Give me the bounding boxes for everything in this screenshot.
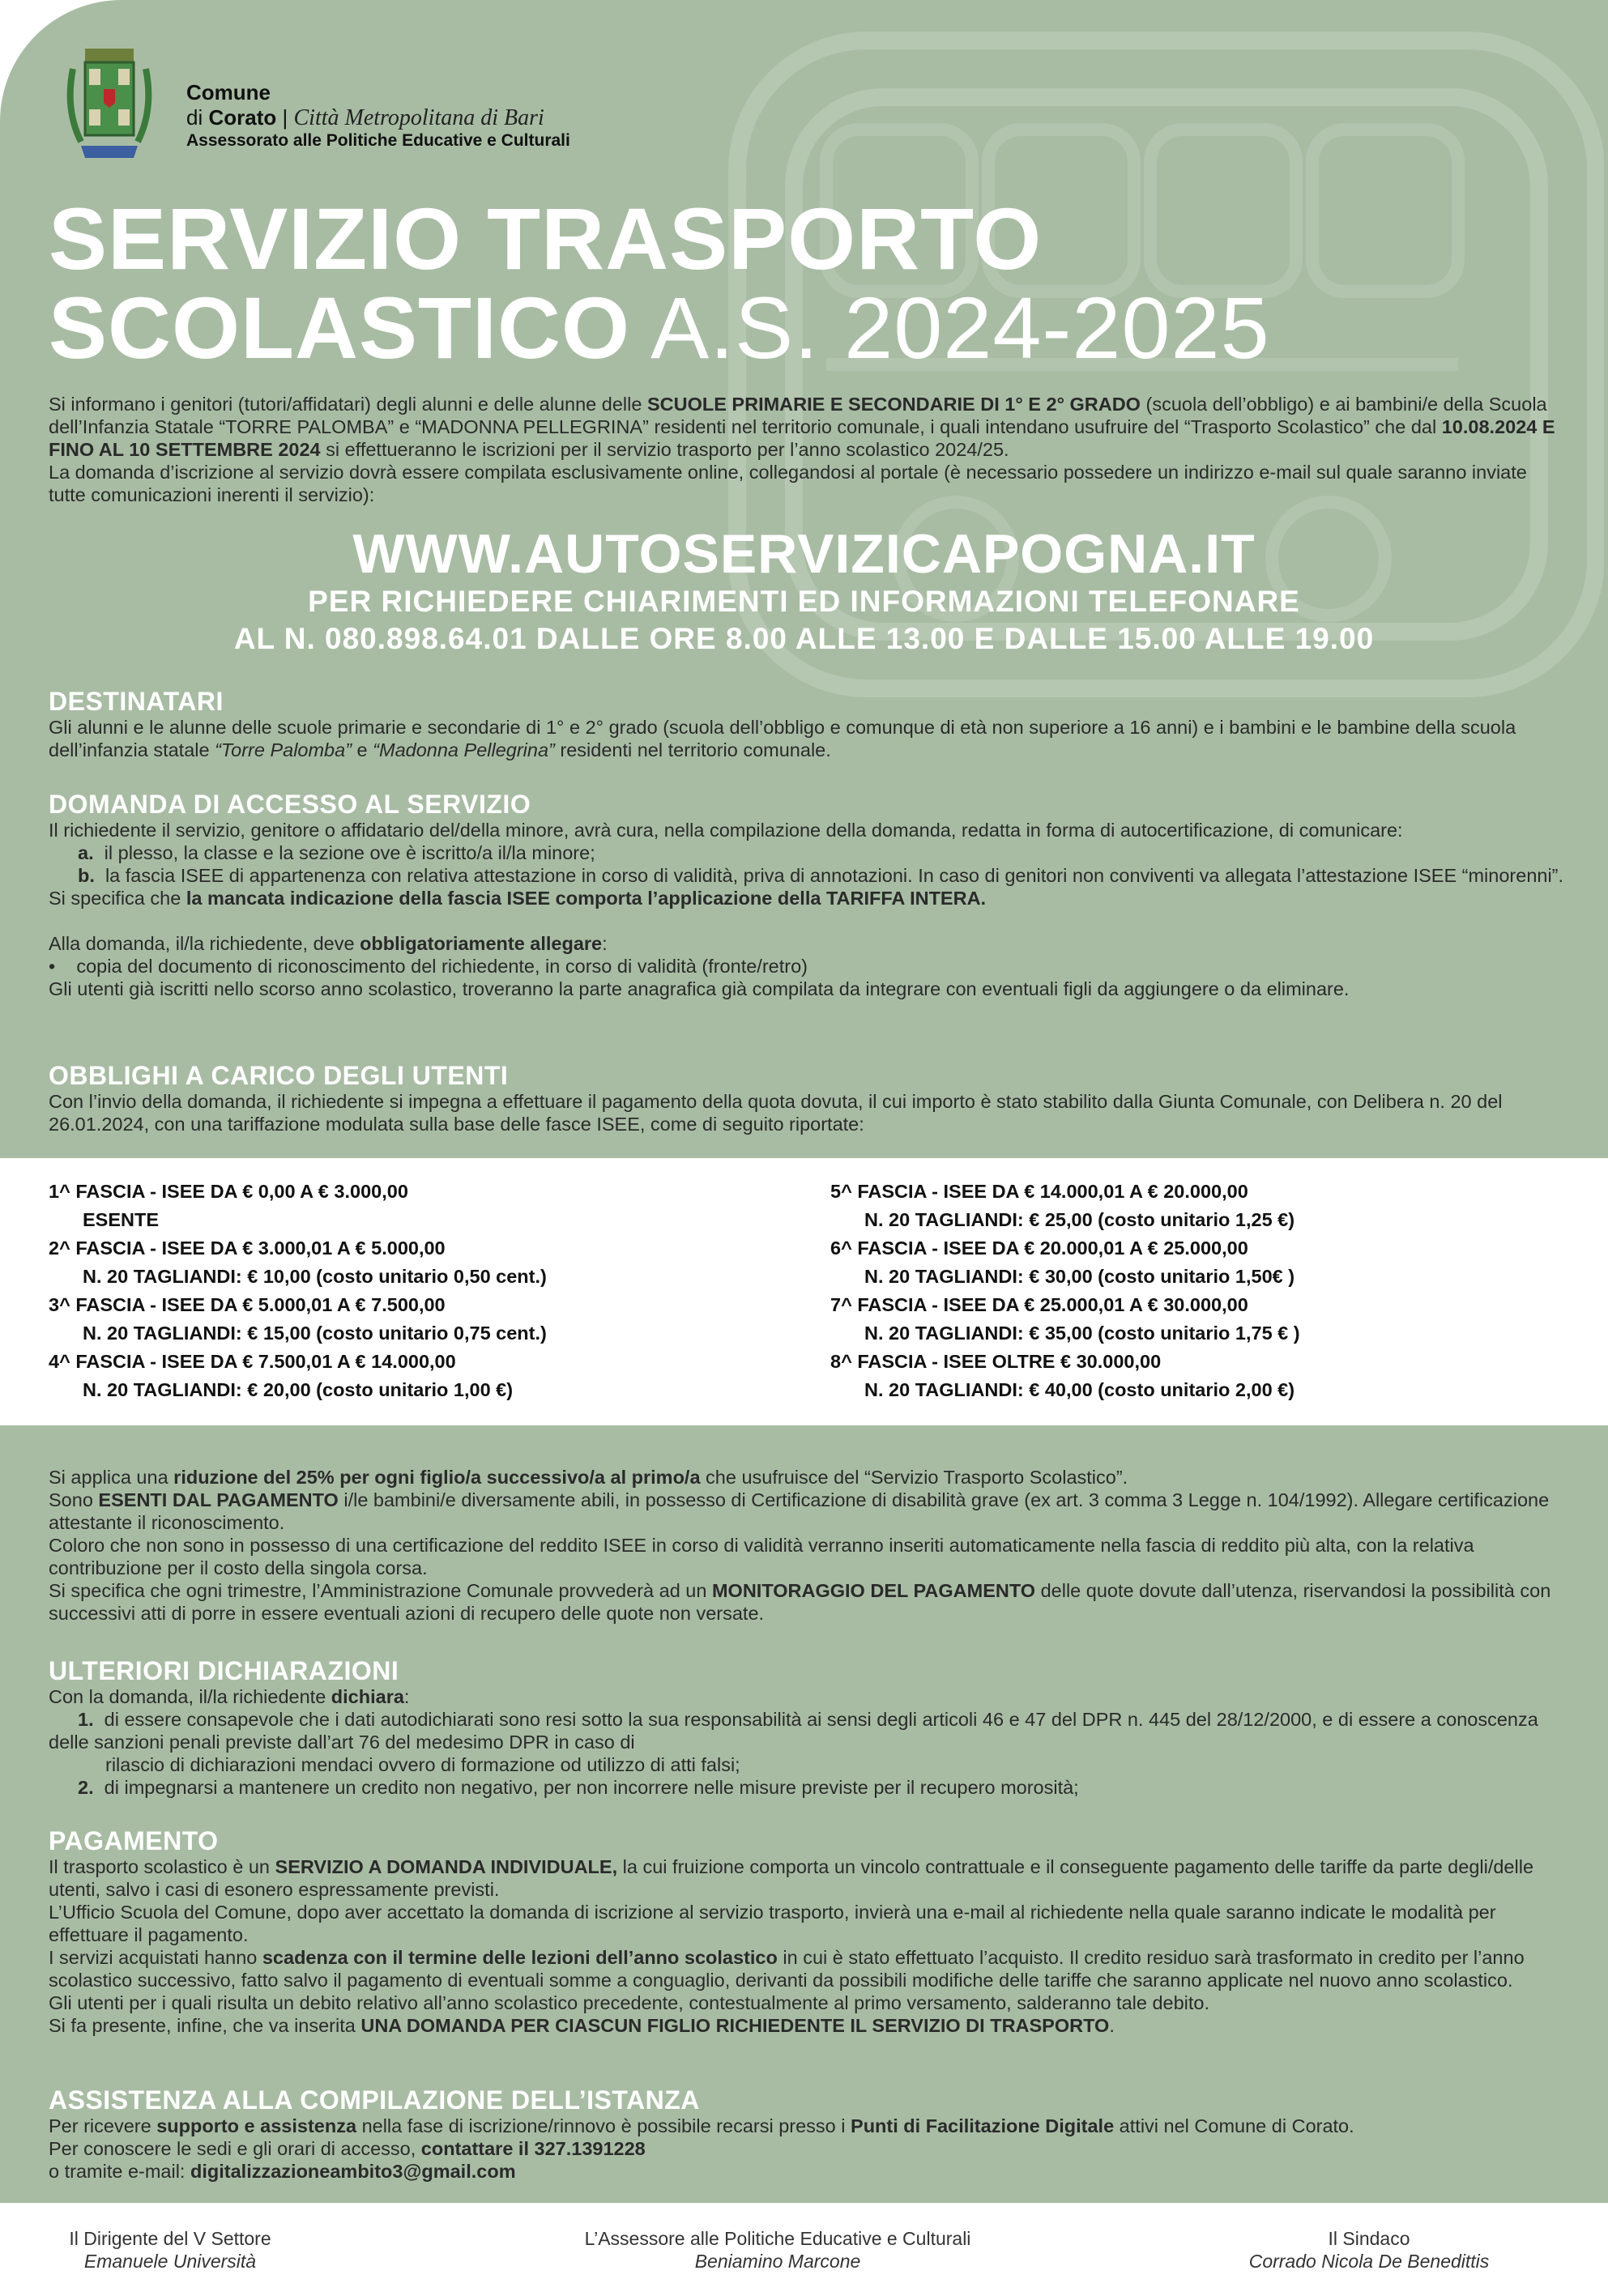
- heading-obblighi: OBBLIGHI A CARICO DEGLI UTENTI: [49, 1061, 509, 1090]
- comune-city-line: di Corato | Città Metropolitana di Bari: [186, 104, 544, 130]
- section-assistenza: ASSISTENZA ALLA COMPILAZIONE DELL’ISTANZA Per ricevere supporto e assistenza nella fase di iscrizione/rinnovo è possibile recarsi presso i Punti di Facilitazione Digitale attivi nel Comune di Corato. Per conoscere le sedi e gli orari di accesso, contattare il 327.1391228 o tramite e-mail: digitalizzazioneambito3@gmail.com: [49, 2085, 1567, 2183]
- assistenza-phone[interactable]: contattare il 327.1391228: [420, 2138, 646, 2159]
- section-obblighi: OBBLIGHI A CARICO DEGLI UTENTI Con l’invio della domanda, il richiedente si impegna a effettuare il pagamento della quota dovuta, il cui importo è stato stabilito dalla Giunta Comunale, con Delibera n. 20 del 26.01.2024, con una tariffazione modulata sulla base delle fasce ISEE, come di seguito riportate:: [49, 1061, 1567, 1135]
- fasce-band: [0, 1158, 1608, 1425]
- fasce-left-list: 1^ FASCIA - ISEE DA € 0,00 A € 3.000,00 ESENTE 2^ FASCIA - ISEE DA € 3.000,01 A € 5.000,00 N. 20 TAGLIANDI: € 10,00 (costo unitario 0,50 cent.) 3^ FASCIA - ISEE DA € 5.000,01 A € 7.500,00 N. 20 TAGLIANDI: € 15,00 (costo unitario 0,75 cent.) 4^ FASCIA - ISEE DA € 7.500,01 A € 14.000,00 N. 20 TAGLIANDI: € 20,00 (costo unitario 1,00 €): [49, 1181, 547, 1400]
- section-pagamento: PAGAMENTO Il trasporto scolastico è un SERVIZIO A DOMANDA INDIVIDUALE, la cui fruizione comporta un vincolo contrattuale e il conseguente pagamento delle tariffe da parte degli/delle utenti, salvo i casi di esonero espressamente previsti. L’Ufficio Scuola del Comune, dopo aver accettato la domanda di iscrizione al servizio trasporto, invierà una e-mail al richiedente nella quale saranno indicate le modalità per effettuare il pagamento. I servizi acquistati hanno scadenza con il termine delle lezioni dell’anno scolastico in cui è stato effettuato l’acquisto. Il credito residuo sarà trasformato in credito per l’anno scolastico successivo, fatto salvo il pagamento di eventuali somme a conguaglio, derivanti da possibili modifiche delle tariffe che saranno applicate nel nuovo anno scolastico. Gli utenti per i quali risulta un debito relativo all’anno scolastico precedente, contestualmente al primo versamento, salderanno tale debito. Si fa presente, infine, che va inserita UNA DOMANDA PER CIASCUN FIGLIO RICHIEDENTE IL SERVIZIO DI TRASPORTO.: [49, 1826, 1567, 2037]
- section-ulteriori: ULTERIORI DICHIARAZIONI Con la domanda, il/la richiedente dichiara: 1. di essere consapevole che i dati autodichiarati sono resi sotto la sua responsabilità ai sensi degli articoli 46 e 47 del DPR n. 445 del 28/12/2000, e di essere a conoscenza delle sanzioni penali previste dall’art 76 del medesimo DPR in caso di rilascio di dichiarazioni mendaci ovvero di formazione od utilizzo di atti falsi; 2. di impegnarsi a mantenere un credito non negativo, per non incorrere nelle misure previste per il recupero morosità;: [49, 1656, 1567, 1799]
- portal-url-link[interactable]: WWW.AUTOSERVIZICAPOGNA.IT: [352, 523, 1256, 585]
- signature-assessore: L’Assessore alle Politiche Educative e Culturali Beniamino Marcone: [584, 2228, 971, 2272]
- section-domanda: DOMANDA DI ACCESSO AL SERVIZIO Il richiedente il servizio, genitore o affidatario del/della minore, avrà cura, nella compilazione della domanda, redatta in forma di autocertificazione, di comunicare: a. il plesso, la classe e la sezione ove è iscritto/a il/la minore; b. la fascia ISEE di appartenenza con relativa attestazione in corso di validità, priva di annotazioni. In caso di genitori non conviventi va allegata l’attestazione ISEE “minorenni”. Si specifica che la mancata indicazione della fascia ISEE comporta l’applicazione della TARIFFA INTERA. Alla domanda, il/la richiedente, deve obbligatoriamente allegare: • copia del documento di riconoscimento del richiedente, in corso di validità (fronte/retro) Gli utenti già iscritti nello scorso anno scolastico, troveranno la parte anagrafica già compilata da integrare con eventuali figli da aggiungere o da eliminare.: [49, 790, 1567, 1000]
- header: [57, 45, 786, 166]
- page-title: SERVIZIO TRASPORTO SCOLASTICO A.S. 2024-2025: [49, 190, 1270, 377]
- intro-paragraph: Si informano i genitori (tutori/affidatari) degli alunni e delle alunne delle SCUOLE PRIMARIE E SECONDARIE DI 1° E 2° GRADO (scuola dell’obbligo) e ai bambini/e della Scuola dell’Infanzia Statale “TORRE PALOMBA” e “MADONNA PELLEGRINA” residenti nel territorio comunale, i quali intendano usufruire del “Trasporto Scolastico” che dal 10.08.2024 E FINO AL 10 SETTEMBRE 2024 si effettueranno le iscrizioni per il servizio trasporto per l’anno scolastico 2024/25. La domanda d’iscrizione al servizio dovrà essere compilata esclusivamente online, collegandosi al portale (è necessario possedere un indirizzo e-mail sul quale saranno inviate tutte comunicazioni inerenti il servizio):: [49, 394, 1555, 505]
- fasce-right-list: 5^ FASCIA - ISEE DA € 14.000,01 A € 20.000,00 N. 20 TAGLIANDI: € 25,00 (costo unitario 1,25 €) 6^ FASCIA - ISEE DA € 20.000,01 A € 25.000,00 N. 20 TAGLIANDI: € 30,00 (costo unitario 1,50€ ) 7^ FASCIA - ISEE DA € 25.000,01 A € 30.000,00 N. 20 TAGLIANDI: € 35,00 (costo unitario 1,75 € ) 8^ FASCIA - ISEE OLTRE € 30.000,00 N. 20 TAGLIANDI: € 40,00 (costo unitario 2,00 €): [830, 1181, 1300, 1400]
- city-crest-icon: [57, 45, 162, 166]
- assessorato-label: Assessorato alle Politiche Educative e Culturali: [186, 131, 570, 151]
- comune-label: Comune: [186, 80, 271, 104]
- comune-text: [186, 81, 570, 151]
- signature-dirigente: Il Dirigente del V Settore Emanuele Università: [69, 2228, 271, 2272]
- heading-pagamento: PAGAMENTO: [49, 1826, 219, 1855]
- section-riduzioni: Si applica una riduzione del 25% per ogni figlio/a successivo/a al primo/a che usufruisce del “Servizio Trasporto Scolastico”. Sono ESENTI DAL PAGAMENTO i/le bambini/e diversamente abili, in possesso di Certificazione di disabilità grave (ex art. 3 comma 3 Legge n. 104/1992). Allegare certificazione attestante il riconoscimento. Coloro che non sono in possesso di una certificazione del reddito ISEE in corso di validità verranno inseriti automaticamente nella fascia di reddito più alta, con la relativa contribuzione per il costo della singola corsa. Si specifica che ogni trimestre, l’Amministrazione Comunale provvederà ad un MONITORAGGIO DEL PAGAMENTO delle quote dovute dall’utenza, riservandosi la possibilità con successivi atti di porre in essere eventuali azioni di recupero delle quote non versate.: [49, 1467, 1551, 1624]
- heading-assistenza: ASSISTENZA ALLA COMPILAZIONE DELL’ISTANZA: [49, 2085, 700, 2115]
- info-line-1: PER RICHIEDERE CHIARIMENTI ED INFORMAZIONI TELEFONARE: [308, 585, 1300, 618]
- info-line-2: AL N. 080.898.64.01 DALLE ORE 8.00 ALLE 13.00 E DALLE 15.00 ALLE 19.00: [233, 622, 1375, 655]
- heading-ulteriori: ULTERIORI DICHIARAZIONI: [49, 1656, 399, 1685]
- heading-domanda: DOMANDA DI ACCESSO AL SERVIZIO: [49, 790, 531, 819]
- assistenza-email-link[interactable]: digitalizzazioneambito3@gmail.com: [190, 2161, 516, 2182]
- heading-destinatari: DESTINATARI: [49, 687, 224, 716]
- metro-label: Città Metropolitana di Bari: [293, 104, 544, 130]
- signature-sindaco: Il Sindaco Corrado Nicola De Benedittis: [1248, 2228, 1490, 2272]
- section-destinatari: DESTINATARI Gli alunni e le alunne delle scuole primarie e secondarie di 1° e 2° grado (scuola dell’obbligo e comunque di età non superiore a 16 anni) e i bambini e le bambine della scuola dell’infanzia statale “Torre Palomba” e “Madonna Pellegrina” residenti nel territorio comunale.: [49, 687, 1567, 761]
